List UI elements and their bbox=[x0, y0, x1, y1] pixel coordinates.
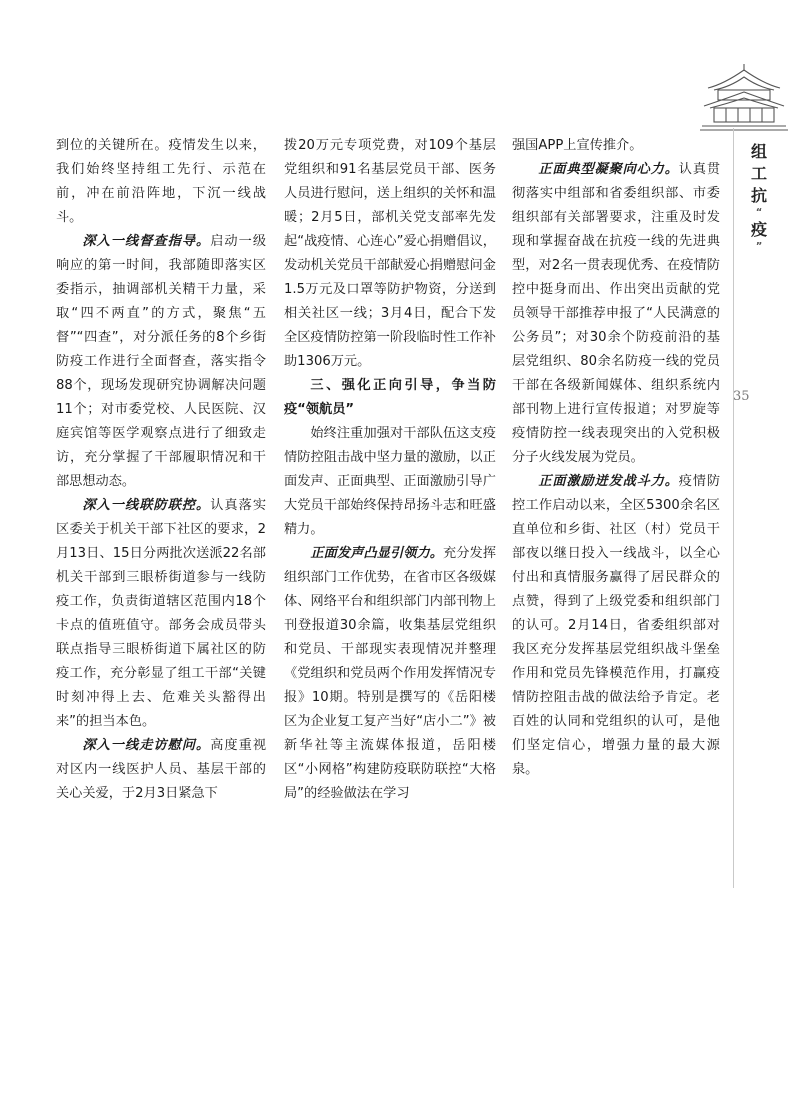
section-label-char: ” bbox=[755, 241, 763, 252]
paragraph: 到位的关键所在。疫情发生以来，我们始终坚持组工先行、示范在前，冲在前沿阵地，下沉一线战斗。 bbox=[56, 138, 266, 225]
paragraph-lead: 正面发声凸显引领力。 bbox=[310, 546, 444, 561]
section-label-char: “ bbox=[755, 207, 763, 218]
section-label-char: 疫 bbox=[750, 220, 767, 239]
paragraph-body: 疫情防控工作启动以来，全区5300余名区直单位和乡街、社区（村）党员干部夜以继日投入一线战斗，以全心付出和真情服务赢得了居民群众的点赞，得到了上级党委和组织部门的认可。2月14日，省委组织部对我区充分发挥基层党组织战斗堡垒作用和党员先锋模范作用，打赢疫情防控阻击战的做法给予肯定。老百姓的认同和党组织的认可，是他们坚定信心，增强力量的最大源泉。 bbox=[512, 474, 721, 777]
text-column-1 bbox=[56, 134, 266, 806]
paragraph bbox=[56, 734, 266, 806]
paragraph bbox=[284, 542, 496, 806]
text-column-3 bbox=[512, 134, 720, 782]
paragraph bbox=[512, 470, 720, 782]
paragraph: 拨20万元专项党费，对109个基层党组织和91名基层党员干部、医务人员进行慰问，送上组织的关怀和温暖；2月5日，部机关党支部率先发起“战疫情、心连心”爱心捐赠倡议，发动机关党员干部献爱心捐赠慰问金1.5万元及口罩等防护物资，分送到相关社区一线；3月4日，配合下发全区疫情防控第一阶段临时性工作补助1306万元。 bbox=[284, 138, 496, 369]
paragraph-lead: 正面典型凝聚向心力。 bbox=[538, 162, 679, 177]
paragraph bbox=[56, 494, 266, 734]
section-label-char: 抗 bbox=[750, 186, 767, 205]
paragraph: 始终注重加强对干部队伍这支疫情防控阻击战中坚力量的激励，以正面发声、正面典型、正面激励引导广大党员干部始终保持昂扬斗志和旺盛精力。 bbox=[284, 426, 496, 537]
paragraph-lead: 深入一线联防联控。 bbox=[82, 498, 211, 513]
section-label bbox=[744, 141, 774, 253]
paragraph-lead: 深入一线督查指导。 bbox=[82, 234, 211, 249]
paragraph-lead: 深入一线走访慰问。 bbox=[82, 738, 211, 753]
text-column-2 bbox=[284, 134, 496, 806]
paragraph-body: 认真贯彻落实中组部和省委组织部、市委组织部有关部署要求，注重及时发现和掌握奋战在抗疫一线的先进典型，对2名一贯表现优秀、在疫情防控中挺身而出、作出突出贡献的党员领导干部推荐申报了“人民满意的公务员”；对30余个防疫前沿的基层党组织、80余名防疫一线的党员干部在各级新闻媒体、组织系统内部刊物上进行宣传报道；对罗旋等疫情防控一线表现突出的入党积极分子火线发展为党员。 bbox=[512, 162, 721, 465]
paragraph-body: 启动一级响应的第一时间，我部随即落实区委指示，抽调部机关精干力量，采取“四不两直”的方式，聚焦“五督”“四查”，对分派任务的8个乡街防疫工作进行全面督查，落实指令88个，现场发现研究协调解决问题11个；对市委党校、人民医院、汉庭宾馆等医学观察点进行了细致走访，充分掌握了干部履职情况和干部思想动态。 bbox=[56, 234, 267, 489]
paragraph-body: 充分发挥组织部门工作优势，在省市区各级媒体、网络平台和组织部门内部刊物上刊登报道30余篇，收集基层党组织和党员、干部现实表现情况并整理《党组织和党员两个作用发挥情况专报》10期。特别是撰写的《岳阳楼区为企业复工复产当好“店小二”》被新华社等主流媒体报道，岳阳楼区“小网格”构建防疫联防联控“大格局”的经验做法在学习 bbox=[284, 546, 497, 801]
paragraph-body: 认真落实区委关于机关干部下社区的要求，2月13日、15日分两批次送派22名部机关干部到三眼桥街道参与一线防疫工作，负责街道辖区范围内18个卡点的值班值守。部务会成员带头联点指导三眼桥街道下属社区的防疫工作，充分彰显了组工干部“关键时刻冲得上去、危难关头豁得出来”的担当本色。 bbox=[56, 498, 267, 729]
section-label-char: 工 bbox=[750, 164, 767, 183]
pavilion-illustration bbox=[700, 60, 788, 135]
paragraph bbox=[512, 158, 720, 470]
paragraph-lead: 正面激励迸发战斗力。 bbox=[538, 474, 679, 489]
page-number: 35 bbox=[733, 389, 750, 404]
section-heading: 三、强化正向引导，争当防疫“领航员” bbox=[284, 378, 496, 417]
margin-divider bbox=[733, 128, 734, 888]
paragraph: 强国APP上宣传推介。 bbox=[512, 138, 643, 153]
paragraph-body: 高度重视对区内一线医护人员、基层干部的关心关爱，于2月3日紧急下 bbox=[56, 738, 267, 801]
paragraph bbox=[56, 230, 266, 494]
section-label-char: 组 bbox=[750, 142, 767, 161]
